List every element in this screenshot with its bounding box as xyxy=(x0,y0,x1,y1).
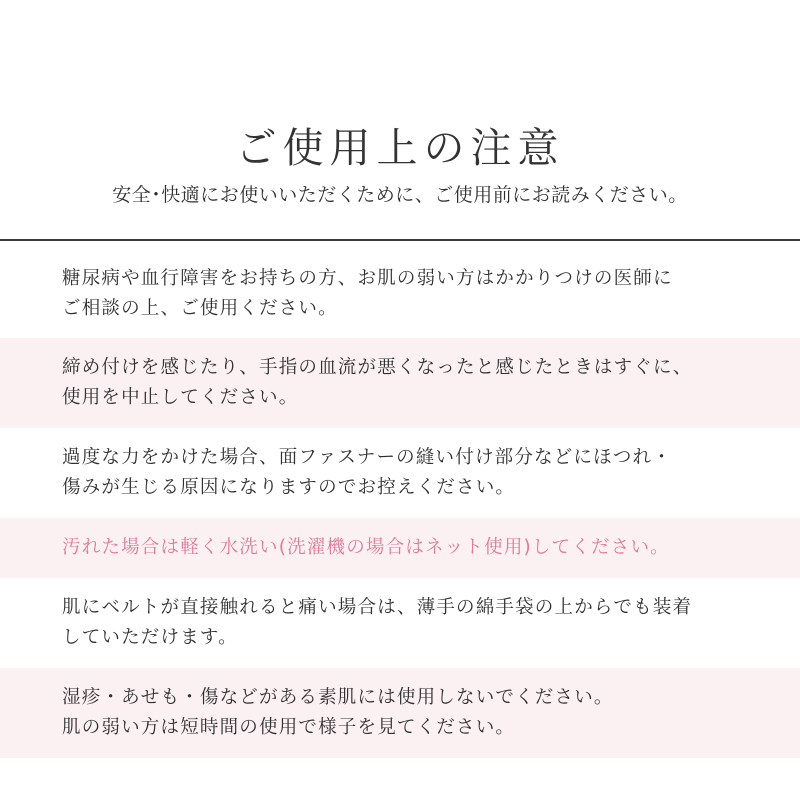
notice-line: 湿疹・あせも・傷などがある素肌には使用しないでください。 xyxy=(62,687,614,708)
notice-line: 肌にベルトが直接触れると痛い場合は、薄手の綿手袋の上からでも装着 xyxy=(62,597,693,618)
notice-line: 過度な力をかけた場合、面ファスナーの縫い付け部分などにほつれ・ xyxy=(62,447,672,468)
notice-item xyxy=(0,428,800,518)
notice-item xyxy=(0,578,800,668)
notice-line: 糖尿病や血行障害をお持ちの方、お肌の弱い方はかかりつけの医師に xyxy=(62,268,673,289)
notice-line: 汚れた場合は軽く水洗い(洗濯機の場合はネット使用)してください。 xyxy=(62,537,670,558)
notice-item xyxy=(0,250,800,338)
page-subtitle: 安全･快適にお使いいただくために、ご使用前にお読みください。 xyxy=(112,184,688,206)
header-divider xyxy=(0,239,800,241)
notice-line: 傷みが生じる原因になりますのでお控えください。 xyxy=(62,477,516,498)
notice-line: 使用を中止してください。 xyxy=(62,387,299,408)
notice-item xyxy=(0,668,800,758)
notice-item-highlighted xyxy=(0,518,800,578)
notice-item xyxy=(0,338,800,428)
notice-line: ご相談の上、ご使用ください。 xyxy=(62,298,338,319)
notice-line: 肌の弱い方は短時間の使用で様子を見てください。 xyxy=(62,717,516,738)
notice-line: していただけます。 xyxy=(62,627,238,648)
page-title: ご使用上の注意 xyxy=(235,124,565,172)
header xyxy=(0,0,800,240)
notice-line: 締め付けを感じたり、手指の血流が悪くなったと感じたときはすぐに、 xyxy=(62,357,693,378)
